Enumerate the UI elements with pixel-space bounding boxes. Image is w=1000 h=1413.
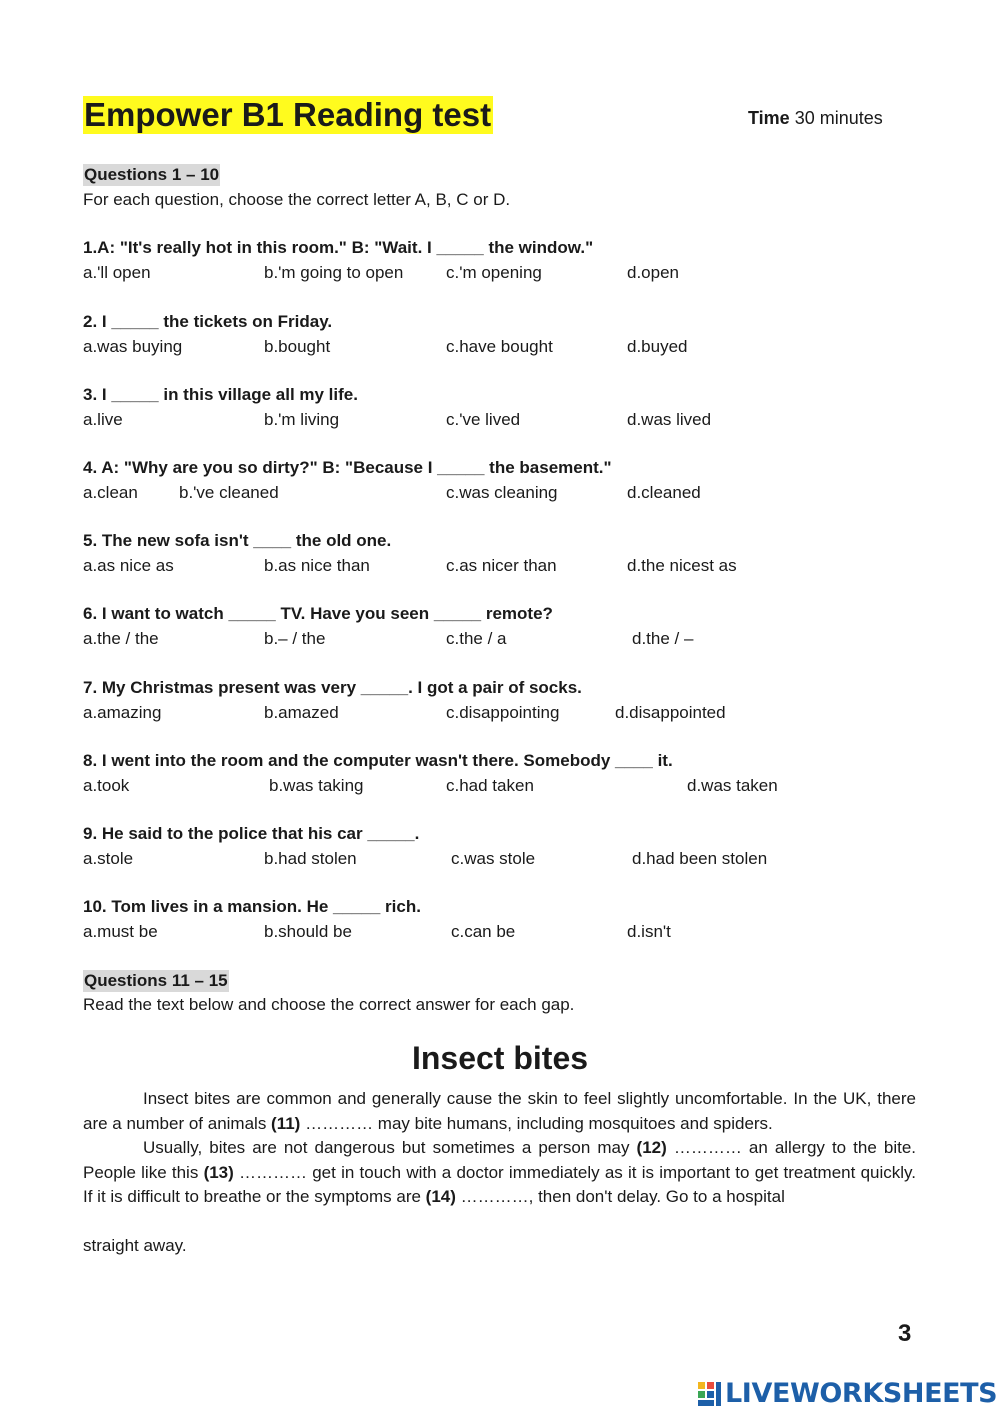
section-heading-2: Questions 11 – 15 xyxy=(84,971,228,990)
question-1-text: 1.A: "It's really hot in this room." B: "Wait. I _____ the window." xyxy=(83,238,594,257)
section-instruction-1: For each question, choose the correct letter A, B, C or D. xyxy=(83,190,511,209)
gap-14[interactable]: (14) xyxy=(425,1187,456,1206)
question-7-option-d[interactable]: d.disappointed xyxy=(615,703,726,722)
question-8-option-b[interactable]: b.was taking xyxy=(269,776,364,795)
question-5-option-b[interactable]: b.as nice than xyxy=(264,556,370,575)
question-1-option-d[interactable]: d.open xyxy=(627,263,679,282)
question-2-text: 2. I _____ the tickets on Friday. xyxy=(83,312,333,331)
page-title: Empower B1 Reading test xyxy=(84,96,492,133)
question-3-text: 3. I _____ in this village all my life. xyxy=(83,385,358,404)
brand-name: LIVEWORKSHEETS xyxy=(725,1378,998,1409)
question-10-option-b[interactable]: b.should be xyxy=(264,922,352,941)
question-9-option-b[interactable]: b.had stolen xyxy=(264,849,357,868)
question-5-text: 5. The new sofa isn't ____ the old one. xyxy=(83,531,392,550)
gap-12[interactable]: (12) xyxy=(636,1138,667,1157)
question-2-option-a[interactable]: a.was buying xyxy=(83,337,183,356)
reading-paragraph-1 xyxy=(83,1087,916,1136)
time-value: 30 minutes xyxy=(794,108,883,128)
question-9-text: 9. He said to the police that his car _____. xyxy=(83,824,420,843)
question-6-option-c[interactable]: c.the / a xyxy=(446,629,507,648)
question-5-option-a[interactable]: a.as nice as xyxy=(83,556,174,575)
question-4-option-d[interactable]: d.cleaned xyxy=(627,483,701,502)
question-1-option-c[interactable]: c.'m opening xyxy=(446,263,542,282)
question-5-option-c[interactable]: c.as nicer than xyxy=(446,556,557,575)
time-limit xyxy=(748,108,883,129)
question-8-option-d[interactable]: d.was taken xyxy=(687,776,778,795)
question-6-option-d[interactable]: d.the / – xyxy=(632,629,694,648)
question-3-option-d[interactable]: d.was lived xyxy=(627,410,712,429)
question-1-option-b[interactable]: b.'m going to open xyxy=(264,263,404,282)
question-9-option-c[interactable]: c.was stole xyxy=(451,849,536,868)
question-4-option-c[interactable]: c.was cleaning xyxy=(446,483,558,502)
paragraph-1-text-b: ………… may bite humans, including mosquitoes and spiders. xyxy=(300,1113,773,1133)
question-10-option-a[interactable]: a.must be xyxy=(83,922,158,941)
question-7-option-a[interactable]: a.amazing xyxy=(83,703,162,722)
question-9-option-d[interactable]: d.had been stolen xyxy=(632,849,768,868)
question-7-text: 7. My Christmas present was very _____. I got a pair of socks. xyxy=(83,678,582,697)
section-instruction-2: Read the text below and choose the correct answer for each gap. xyxy=(83,995,575,1014)
question-6-option-a[interactable]: a.the / the xyxy=(83,629,159,648)
question-4-option-b[interactable]: b.'ve cleaned xyxy=(179,483,279,502)
paragraph-2-text-c: ………… get in touch with a doctor immediately as it is important to get treatment quickly. If it is difficult to breathe or the symptoms are xyxy=(83,1162,916,1206)
question-4-option-a[interactable]: a.clean xyxy=(83,483,138,502)
question-8-text: 8. I went into the room and the computer wasn't there. Somebody ____ it. xyxy=(83,751,673,770)
paragraph-1-text-a: Insect bites are common and generally cause the skin to feel slightly uncomfortable. In the UK, there are a number of animals xyxy=(83,1089,916,1133)
question-6-option-b[interactable]: b.– / the xyxy=(264,629,326,648)
question-7-option-c[interactable]: c.disappointing xyxy=(446,703,560,722)
question-10-option-c[interactable]: c.can be xyxy=(451,922,516,941)
reading-paragraph-2 xyxy=(83,1136,916,1210)
question-10-text: 10. Tom lives in a mansion. He _____ rich. xyxy=(83,897,421,916)
gap-11[interactable]: (11) xyxy=(271,1113,301,1133)
paragraph-2-text-d: …………, then don't delay. Go to a hospital xyxy=(455,1187,785,1206)
question-3-option-c[interactable]: c.'ve lived xyxy=(446,410,521,429)
paragraph-2-text-b: ………… an allergy to the bite. People like this xyxy=(83,1138,916,1182)
reading-paragraph-3: straight away. xyxy=(83,1236,187,1255)
section-heading-1: Questions 1 – 10 xyxy=(84,165,220,184)
question-2-option-c[interactable]: c.have bought xyxy=(446,337,553,356)
time-label: Time xyxy=(748,108,790,128)
question-3-option-a[interactable]: a.live xyxy=(83,410,123,429)
question-5-option-d[interactable]: d.the nicest as xyxy=(627,556,737,575)
question-9-option-a[interactable]: a.stole xyxy=(83,849,134,868)
question-8-option-a[interactable]: a.took xyxy=(83,776,130,795)
liveworksheets-logo[interactable] xyxy=(697,1378,997,1409)
question-6-text: 6. I want to watch _____ TV. Have you seen _____ remote? xyxy=(83,604,553,623)
question-2-option-b[interactable]: b.bought xyxy=(264,337,331,356)
question-2-option-d[interactable]: d.buyed xyxy=(627,337,688,356)
question-1-option-a[interactable]: a.'ll open xyxy=(83,263,151,282)
question-8-option-c[interactable]: c.had taken xyxy=(446,776,534,795)
reading-title: Insect bites xyxy=(411,1040,589,1076)
question-4-text: 4. A: "Why are you so dirty?" B: "Because I _____ the basement." xyxy=(83,458,612,477)
question-7-option-b[interactable]: b.amazed xyxy=(264,703,339,722)
liveworksheets-icon xyxy=(697,1380,723,1408)
page-number: 3 xyxy=(898,1320,912,1347)
gap-13[interactable]: (13) xyxy=(203,1162,234,1182)
question-10-option-d[interactable]: d.isn't xyxy=(627,922,671,941)
question-3-option-b[interactable]: b.'m living xyxy=(264,410,340,429)
paragraph-2-text-a: Usually, bites are not dangerous but sometimes a person may xyxy=(143,1138,637,1157)
